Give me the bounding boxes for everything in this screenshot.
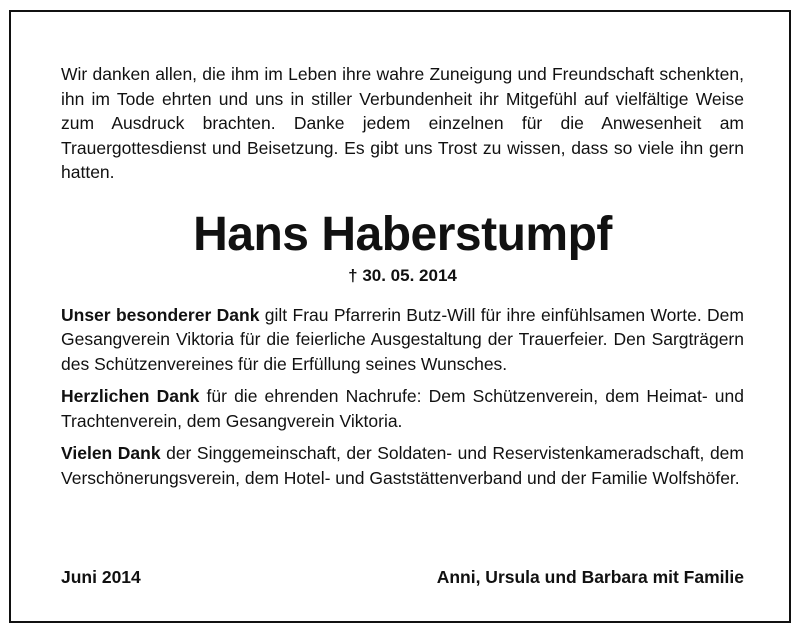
intro-paragraph: Wir danken allen, die ihm im Leben ihre wahre Zuneigung und Freundschaft schenkten, ihn im Tode ehrten und uns in stiller Verbundenheit ihr Mitgefühl auf vielfältige Weise zum Ausdruck brachten. Danke jedem einzelnen für die Anwesenheit am Trauergottesdienst und Beisetzung. Es gibt uns Trost zu wissen, dass so viele ihn gern hatten. xyxy=(61,64,744,182)
thanks-text: der Singgemeinschaft, der Soldaten- und Reservistenkameradschaft, dem Verschönerungsverein, dem Hotel- und Gaststättenverband und der Familie Wolfshöfer. xyxy=(61,443,744,488)
obituary-thank-you-notice xyxy=(9,10,791,623)
thanks-text: für die ehrenden Nachrufe: Dem Schützenverein, dem Heimat- und Trachtenverein, dem Gesangverein Viktoria. xyxy=(61,386,744,431)
thanks-lead: Unser besonderer Dank xyxy=(61,304,260,325)
footer-signatories: Anni, Ursula und Barbara mit Familie xyxy=(436,567,744,587)
thanks-lead: Vielen Dank xyxy=(61,443,161,463)
notice-content xyxy=(61,62,744,498)
notice-footer xyxy=(61,565,744,589)
thanks-lead: Herzlichen Dank xyxy=(61,386,200,406)
thanks-paragraph-heartfelt xyxy=(61,384,744,433)
thanks-paragraph-many xyxy=(61,441,744,490)
thanks-text: gilt Frau Pfarrerin Butz-Will für ihre einfühlsamen Worte. Dem Gesangverein Viktoria für die feierliche Ausgestaltung der Trauerfeier. Den Sargträgern des Schützenvereines für die Erfüllung seines Wunsches. xyxy=(61,304,744,374)
death-date: † 30. 05. 2014 xyxy=(348,265,457,285)
thanks-paragraph-special xyxy=(61,303,744,377)
footer-date: Juni 2014 xyxy=(61,567,141,587)
deceased-name: Hans Haberstumpf xyxy=(193,207,612,261)
